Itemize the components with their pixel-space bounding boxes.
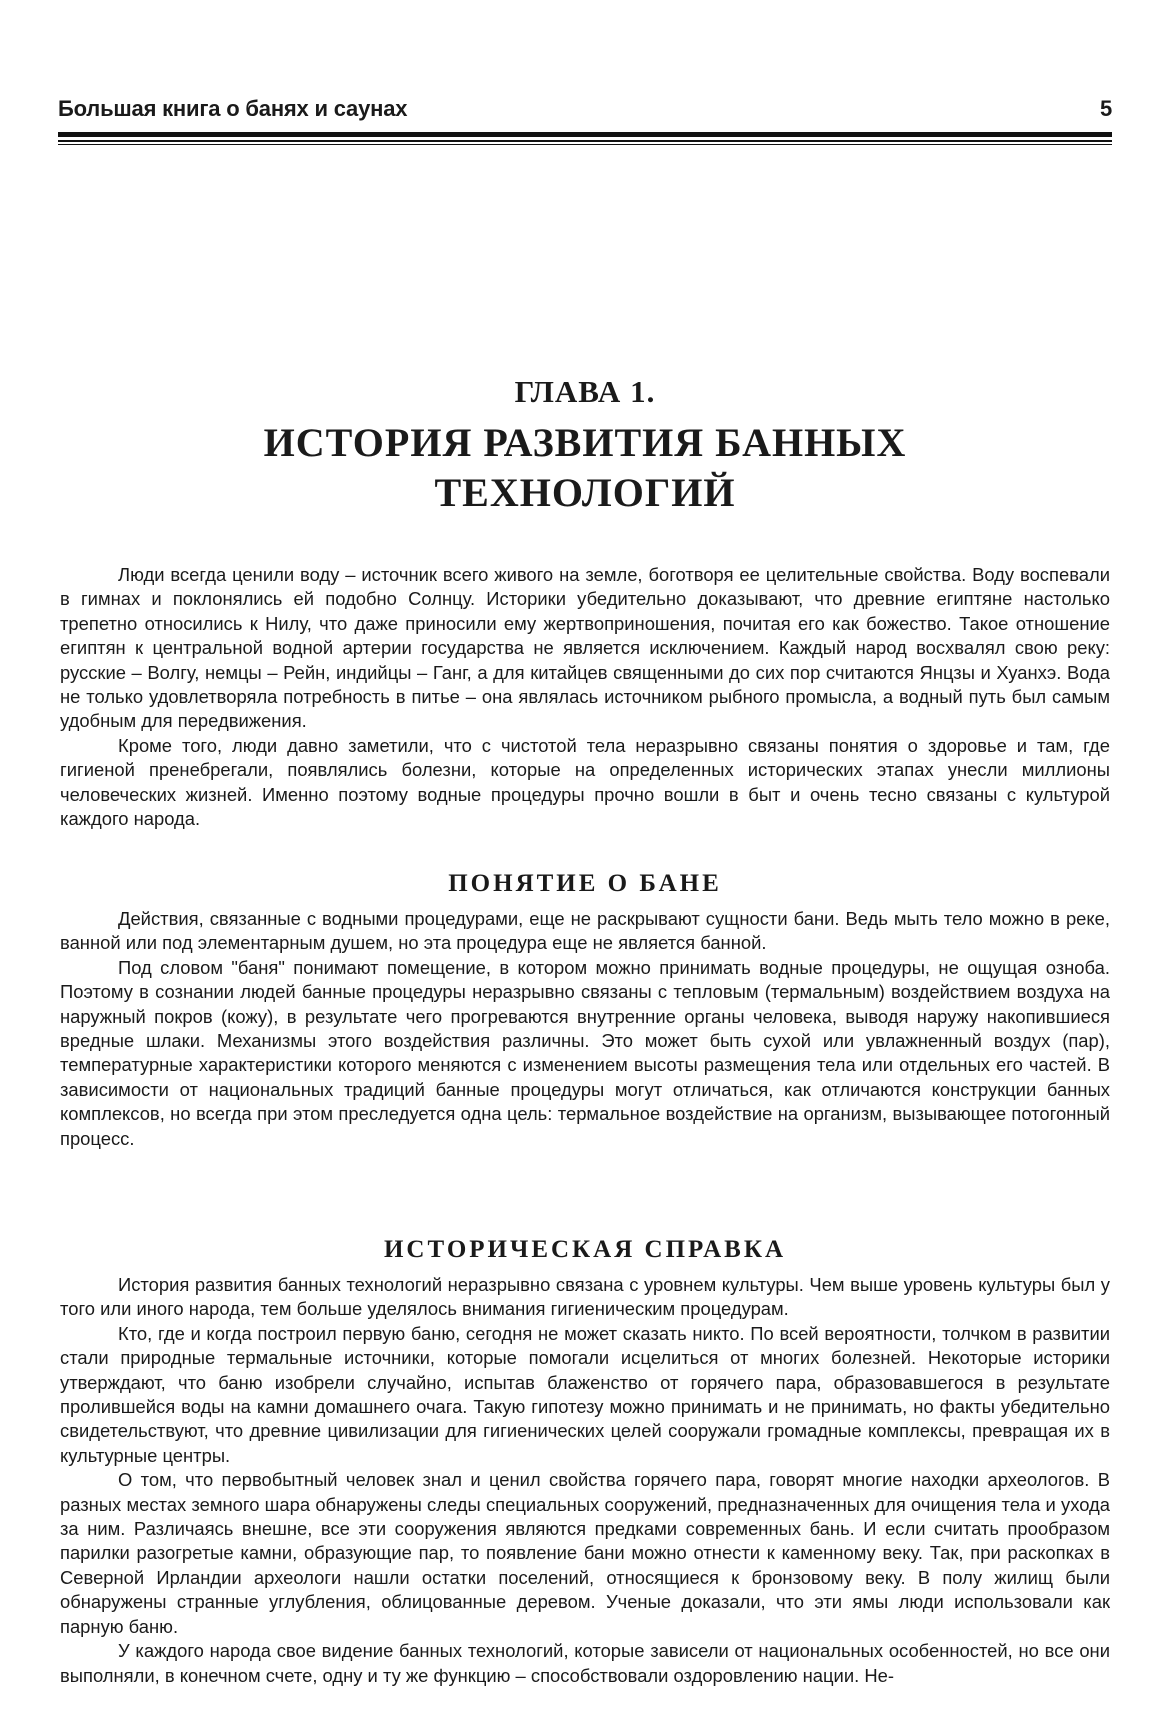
section-concept-text [60, 907, 1110, 1151]
running-header [58, 96, 1112, 122]
section-heading-concept: ПОНЯТИЕ О БАНЕ [448, 870, 722, 897]
section-heading-history: ИСТОРИЧЕСКАЯ СПРАВКА [383, 1236, 787, 1263]
chapter-number: ГЛАВА 1. [514, 374, 656, 409]
chapter-heading [58, 372, 1112, 518]
chapter-title-line-2: ТЕХНОЛОГИЙ [434, 470, 736, 515]
section-history-text [60, 1273, 1110, 1688]
paragraph: О том, что первобытный человек знал и ценил свойства горячего пара, говорят многие находки археологов. В разных местах земного шара обнаружены следы специальных сооружений, предназначенных для очищения тела и ухода за ним. Различаясь внешне, все эти сооружения являются предками современных бань. И если считать прообразом парилки разогретые камни, образующие пар, то появление бани можно отнести к каменному веку. Так, при раскопках в Северной Ирландии археологи нашли остатки поселений, относящиеся к бронзовому веку. В полу жилищ были обнаружены странные углубления, облицованные деревом. Ученые доказали, что эти ямы люди использовали как парную баню. [60, 1469, 1110, 1637]
paragraph: Под словом "баня" понимают помещение, в котором можно принимать водные процедуры, не ощущая озноба. Поэтому в сознании людей банные процедуры неразрывно связаны с тепловым (термальным) воздействием воздуха на наружный покров (кожу), в результате чего прогреваются внутренние органы человека, выводя наружу накопившиеся вредные шлаки. Механизмы этого воздействия различны. Это может быть сухой или увлажненный воздух (пар), температурные характеристики которого меняются с изменением высоты размещения тела или отдельных его частей. В зависимости от национальных традиций банные процедуры могут отличаться, как отличаются конструкции банных комплексов, но всегда при этом преследуется одна цель: термальное воздействие на организм, вызывающее потогонный процесс. [60, 956, 1110, 1149]
paragraph: История развития банных технологий неразрывно связана с уровнем культуры. Чем выше уровень культуры был у того или иного народа, тем больше уделялось внимания гигиеническим процедурам. [60, 1274, 1110, 1320]
header-rule-hairline [58, 144, 1112, 145]
book-title: Большая книга о банях и саунах [58, 96, 408, 121]
paragraph: Кто, где и когда построил первую баню, сегодня не может сказать никто. По всей вероятности, толчком в развитии стали природные термальные источники, которые помогали исцелиться от многих болезней. Некоторые историки утверждают, что баню изобрели случайно, испытав блаженство от горячего пара, образовавшегося в результате пролившейся воды на камни домашнего очага. Такую гипотезу можно принимать и не принимать, но факты убедительно свидетельствуют, что древние цивилизации для гигиенических целей сооружали громадные комплексы, превращая их в культурные центры. [60, 1322, 1110, 1466]
paragraph: Люди всегда ценили воду – источник всего живого на земле, боготворя ее целительные свойства. Воду воспевали в гимнах и поклонялись ей подобно Солнцу. Историки убедительно доказывают, что древние египтяне настолько трепетно относились к Нилу, что даже приносили ему жертвоприношения, почитая его как божество. Такое отношение египтян к центральной водной артерии государства не является исключением. Каждый народ восхвалял свою реку: русские – Волгу, немцы – Рейн, индийцы – Ганг, а для китайцев священными до сих пор считаются Янцзы и Хуанхэ. Вода не только удовлетворяла потребность в питье – она являлась источником рыбного промысла, а водный путь был самым удобным для передвижения. [60, 564, 1110, 732]
header-rule-thick [58, 132, 1112, 137]
paragraph: Действия, связанные с водными процедурами, еще не раскрывают сущности бани. Ведь мыть тело можно в реке, ванной или под элементарным душем, но эта процедура еще не является банной. [60, 908, 1110, 954]
chapter-title-line-1: ИСТОРИЯ РАЗВИТИЯ БАННЫХ [263, 420, 907, 465]
page-number: 5 [1099, 96, 1112, 121]
header-rule-thin [58, 140, 1112, 142]
intro-text [60, 563, 1110, 831]
paragraph: Кроме того, люди давно заметили, что с чистотой тела неразрывно связаны понятия о здоровье и там, где гигиеной пренебрегали, появлялись болезни, которые на определенных исторических этапах унесли миллионы человеческих жизней. Именно поэтому водные процедуры прочно вошли в быт и очень тесно связаны с культурой каждого народа. [60, 734, 1110, 830]
paragraph: У каждого народа свое видение банных технологий, которые зависели от национальных особенностей, но все они выполняли, в конечном счете, одну и ту же функцию – способствовали оздоровлению нации. Не- [60, 1640, 1110, 1686]
